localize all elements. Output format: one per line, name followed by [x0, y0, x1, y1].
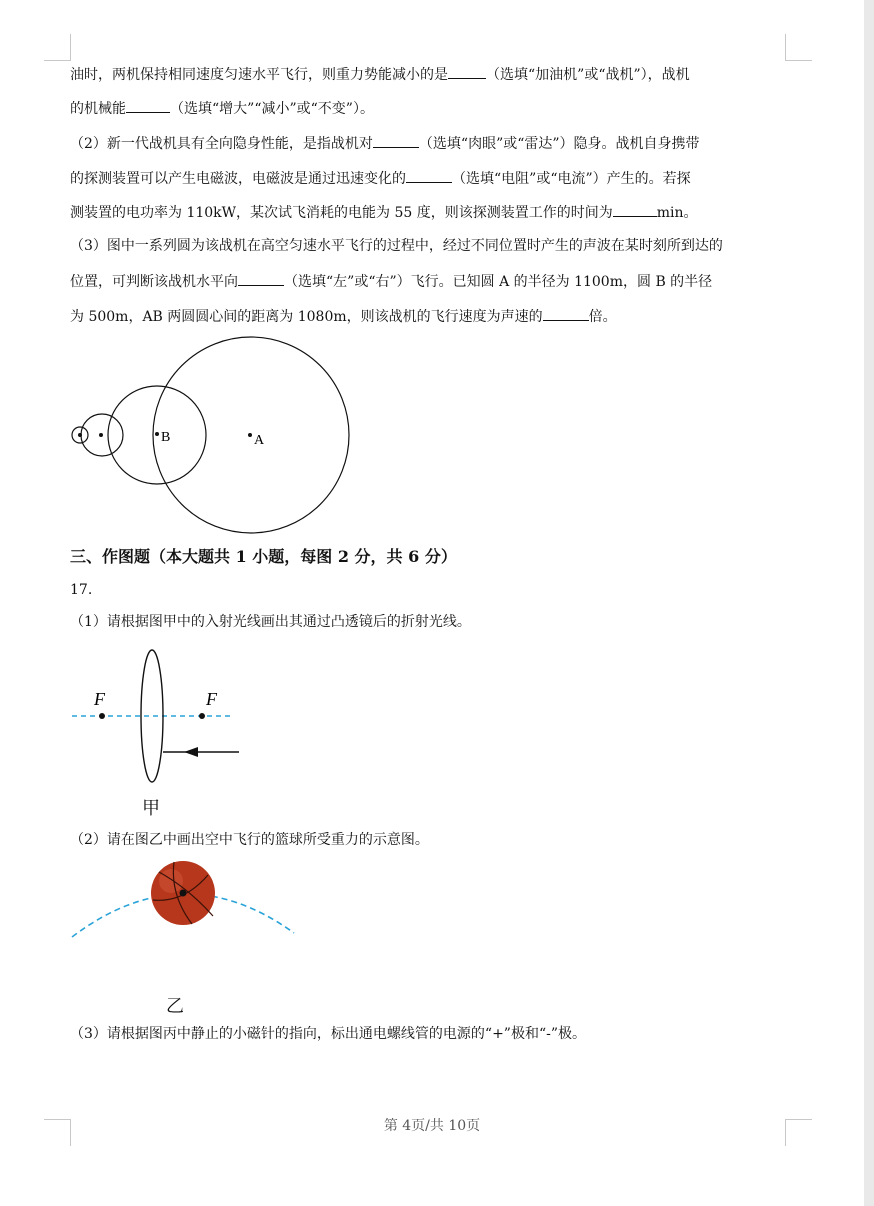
text-line: [70, 98, 374, 119]
text-segment: 位置，可判断该战机水平向: [70, 274, 238, 290]
question-number: 17.: [70, 582, 93, 598]
focus-right-dot: [199, 713, 205, 719]
question-3-text: （3）请根据图丙中静止的小磁针的指向，标出通电螺线管的电源的“+”极和“-”极。: [70, 1026, 586, 1042]
answer-blank: [543, 306, 589, 321]
center-smallest-dot: [78, 433, 82, 437]
page-footer: 第 4页/共 10页: [383, 1118, 481, 1134]
question-1-text: （1）请根据图甲中的入射光线画出其通过凸透镜后的折射光线。: [70, 614, 471, 630]
text-segment: 为 500m，AB 两圆圆心间的距离为 1080m，则该战机的飞行速度为声速的: [70, 309, 543, 325]
text-segment: 测装置的电功率为 110kW，某次试飞消耗的电能为 55 度，则该探测装置工作的时间为: [70, 205, 613, 221]
text-line: [70, 306, 617, 327]
text-segment: （选填“加油机”或“战机”），战机: [486, 67, 690, 83]
incident-ray-arrowhead: [184, 747, 198, 757]
text-segment: （选填“增大”“减小”或“不变”）。: [170, 101, 374, 117]
text-line: [70, 133, 700, 154]
text-segment: （选填“电阻”或“电流”）产生的。若探: [452, 171, 691, 187]
center-b-dot: [155, 432, 159, 436]
label-a: A: [254, 433, 265, 448]
text-line: [70, 271, 712, 292]
text-segment: 油时，两机保持相同速度匀速水平飞行，则重力势能减小的是: [70, 67, 448, 83]
answer-blank: [448, 64, 486, 79]
answer-blank: [373, 133, 419, 148]
crop-mark-top-right: [785, 34, 812, 61]
answer-blank: [238, 271, 284, 286]
text-segment: （3）图中一系列圆为该战机在高空匀速水平飞行的过程中，经过不同位置时产生的声波在某时刻所到达的: [70, 238, 723, 254]
text-segment: 倍。: [588, 309, 617, 325]
center-small-dot: [99, 433, 103, 437]
scrollbar[interactable]: [864, 0, 874, 1206]
label-b: B: [161, 430, 171, 445]
text-line: [70, 168, 691, 189]
text-line: [70, 236, 723, 256]
answer-blank: [126, 98, 170, 113]
text-segment: min。: [656, 205, 698, 221]
focus-left-dot: [99, 713, 105, 719]
basketball-highlight: [159, 869, 183, 893]
answer-blank: [406, 168, 452, 183]
text-line: [70, 64, 690, 85]
basketball-figure: [66, 855, 306, 945]
question-2-text: （2）请在图乙中画出空中飞行的篮球所受重力的示意图。: [70, 832, 429, 848]
focus-right-label: F: [206, 689, 217, 709]
text-segment: 的探测装置可以产生电磁波，电磁波是通过迅速变化的: [70, 171, 406, 187]
text-segment: （选填“肉眼”或“雷达”）隐身。战机自身携带: [418, 136, 700, 152]
section-heading: 三、作图题（本大题共 1 小题，每图 2 分，共 6 分）: [70, 547, 457, 566]
answer-blank: [613, 202, 657, 217]
figure-caption-yi: 乙: [166, 996, 184, 1017]
text-segment: 的机械能: [70, 101, 126, 117]
text-segment: （选填“左”或“右”）飞行。已知圆 A 的半径为 1100m，圆 B 的半径: [284, 274, 713, 290]
text-line: [70, 202, 698, 223]
sound-wave-circles-figure: [66, 332, 356, 538]
figure-caption-jia: 甲: [142, 798, 160, 819]
center-of-gravity-dot: [180, 890, 187, 897]
focus-left-label: F: [94, 689, 105, 709]
lens-figure: [66, 645, 246, 790]
center-a-dot: [248, 433, 252, 437]
crop-mark-top-left: [44, 34, 71, 61]
text-segment: （2）新一代战机具有全向隐身性能，是指战机对: [70, 136, 373, 152]
